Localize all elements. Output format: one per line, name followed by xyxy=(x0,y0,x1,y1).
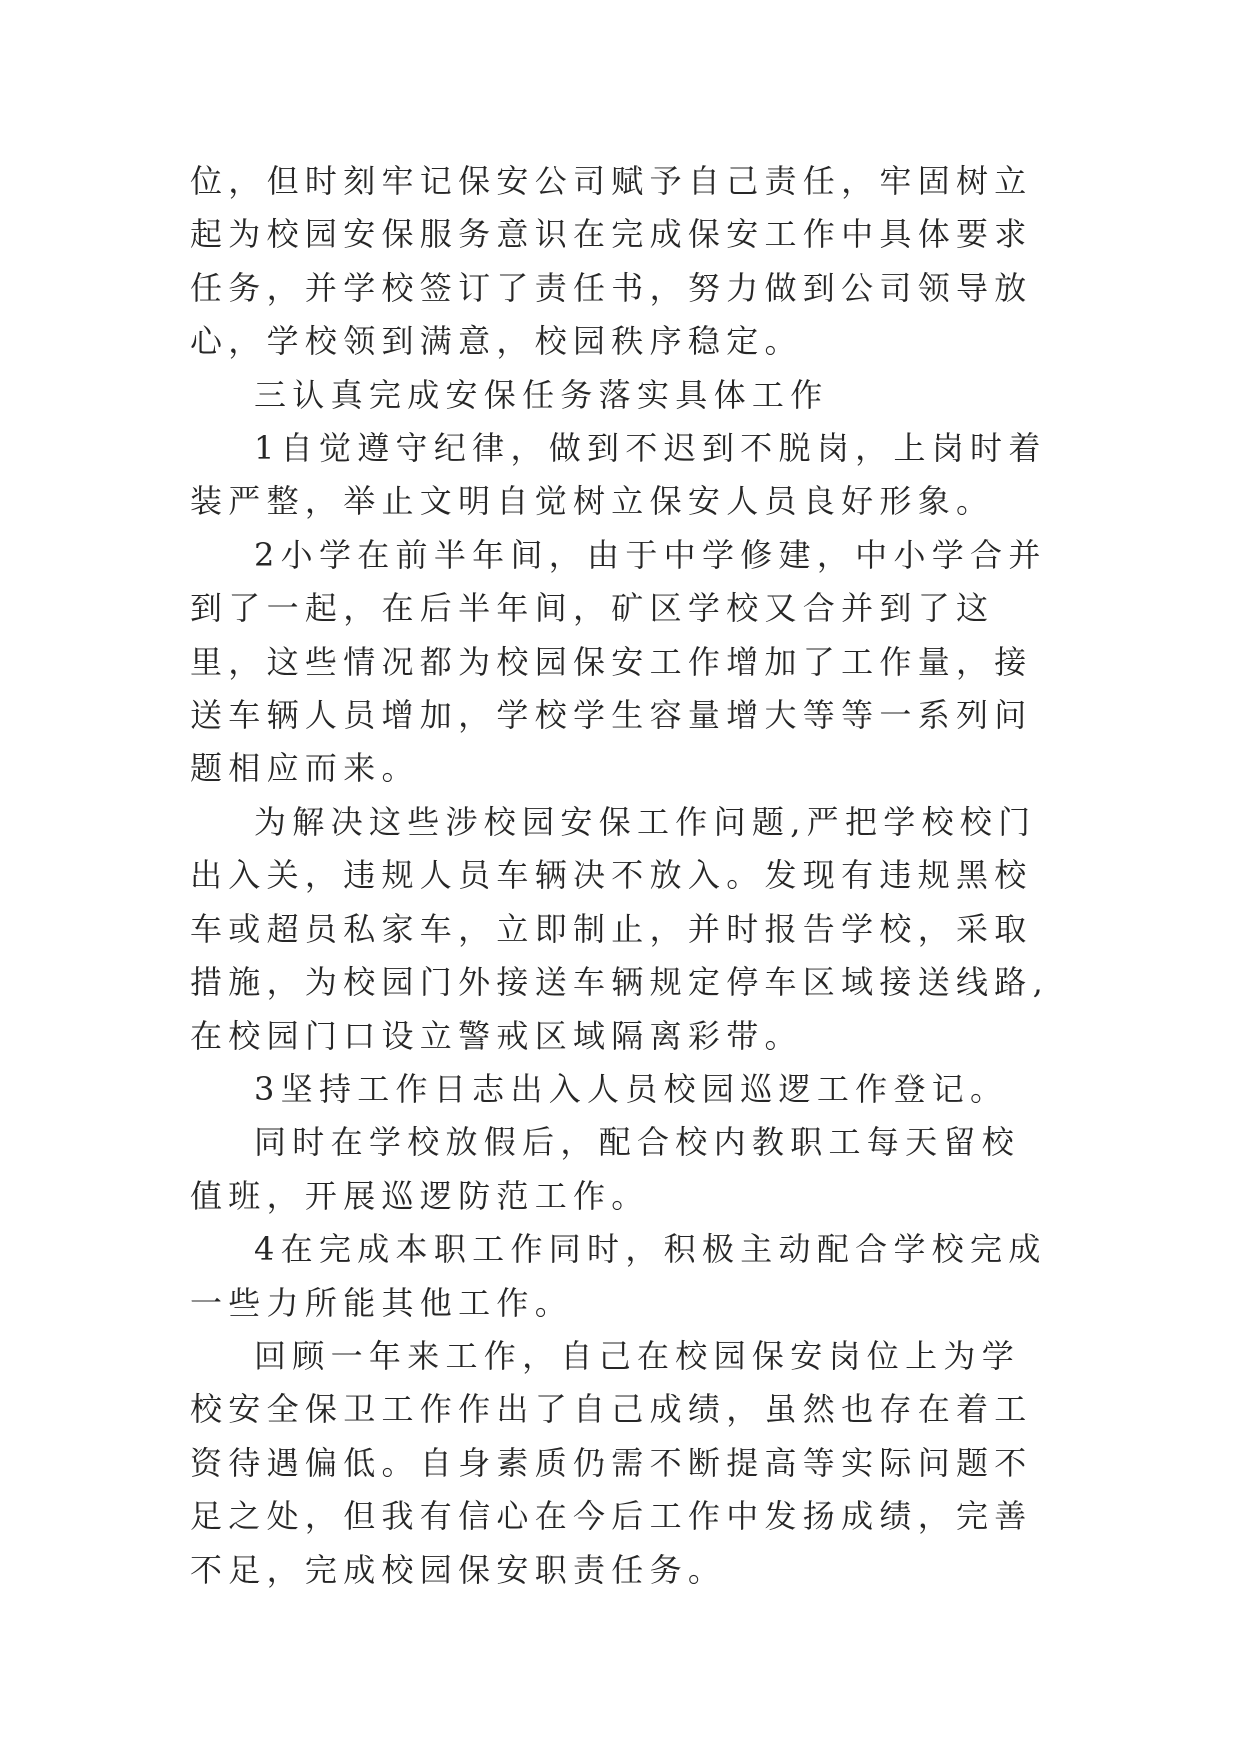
section-heading-3: 三认真完成安保任务落实具体工作 xyxy=(254,375,829,414)
document-body xyxy=(190,155,1052,1597)
paragraph-item-2: 2小学在前半年间，由于中学修建，中小学合并到了一起，在后半年间，矿区学校又合并到了这里，这些情况都为校园保安工作增加了工作量，接送车辆人员增加，学校学生容量增大等等一系列问题相应而来。 xyxy=(190,535,1047,788)
paragraph-1: 位，但时刻牢记保安公司赋予自己责任，牢固树立起为校园安保服务意识在完成保安工作中具体要求任务，并学校签订了责任书，努力做到公司领导放心，学校领到满意，校园秩序稳定。 xyxy=(190,162,1033,361)
paragraph-measures: 为解决这些涉校园安保工作问题,严把学校校门出入关，违规人员车辆决不放入。发现有违规黑校车或超员私家车，立即制止，并时报告学校，采取措施，为校园门外接送车辆规定停车区域接送线路,在校园门口设立警戒区域隔离彩带。 xyxy=(190,802,1050,1055)
paragraph-item-3: 3坚持工作日志出入人员校园巡逻工作登记。 xyxy=(254,1069,1009,1108)
paragraph-item-1: 1自觉遵守纪律，做到不迟到不脱岗，上岗时着装严整，举止文明自觉树立保安人员良好形象。 xyxy=(190,429,1047,521)
paragraph-review: 回顾一年来工作，自己在校园保安岗位上为学校安全保卫工作作出了自己成绩，虽然也存在着工资待遇偏低。自身素质仍需不断提高等实际问题不足之处，但我有信心在今后工作中发扬成绩，完善不足，完成校园保安职责任务。 xyxy=(190,1336,1033,1589)
paragraph-item-4: 4在完成本职工作同时，积极主动配合学校完成一些力所能其他工作。 xyxy=(190,1230,1047,1322)
paragraph-holiday-duty: 同时在学校放假后，配合校内教职工每天留校值班，开展巡逻防范工作。 xyxy=(190,1123,1021,1215)
